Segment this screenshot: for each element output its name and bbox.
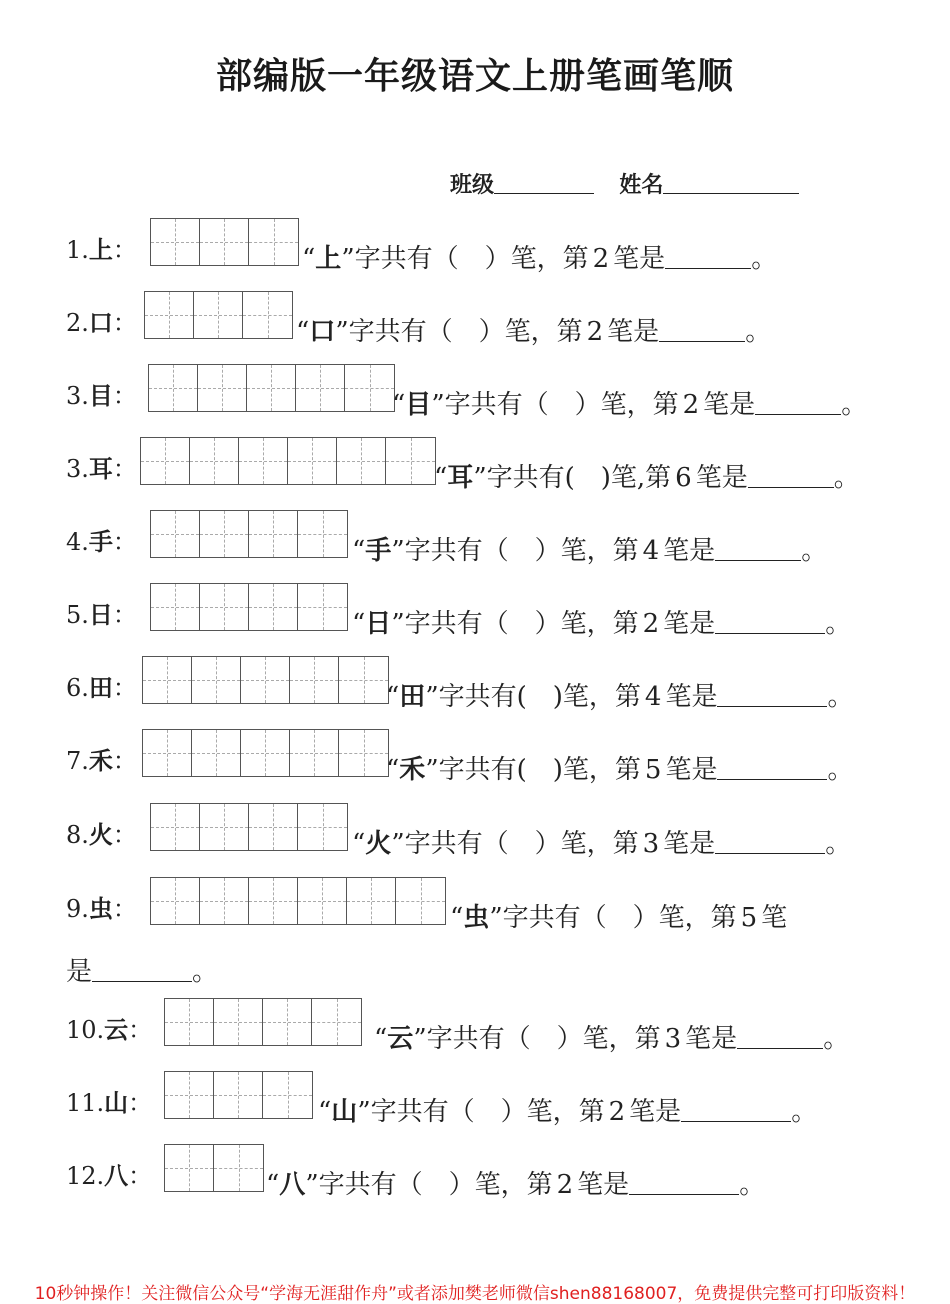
stroke-count-prompt: 字共有（ ）笔，第 (318, 1170, 553, 1200)
grid-cell[interactable] (165, 1145, 214, 1191)
close-quote: ” (431, 390, 445, 420)
class-label: 班级 (450, 172, 495, 198)
stroke-index: 4 (644, 682, 662, 712)
grid-cell[interactable] (298, 511, 347, 557)
question-text (266, 1164, 765, 1201)
period: 。 (827, 682, 854, 712)
close-quote: ” (473, 463, 487, 493)
quoted-char: 口 (309, 317, 336, 347)
grid-cell[interactable] (312, 999, 361, 1045)
grid-cell[interactable] (141, 438, 190, 484)
open-quote: “ (392, 390, 406, 420)
grid-cell[interactable] (151, 804, 200, 850)
grid-cell[interactable] (143, 730, 192, 776)
stroke-count-prompt: 字共有（ ）笔，第 (404, 829, 639, 859)
stroke-count-prompt: 字共有( )笔，第 (438, 682, 641, 712)
item-number: 2. (66, 309, 89, 337)
grid-cell[interactable] (192, 657, 241, 703)
stroke-index: 2 (642, 609, 660, 639)
answer-blank[interactable] (755, 390, 841, 415)
item-label (66, 303, 137, 338)
grid-cell[interactable] (263, 1072, 312, 1118)
grid-cell[interactable] (151, 878, 200, 924)
item-number: 10. (66, 1016, 105, 1044)
writing-grid (164, 998, 362, 1046)
period: 。 (739, 1170, 766, 1200)
grid-cell[interactable] (200, 219, 249, 265)
item-char: 禾 (88, 746, 113, 775)
item-label (66, 1156, 152, 1191)
grid-cell[interactable] (143, 657, 192, 703)
item-label (66, 449, 137, 484)
stroke-index: 2 (556, 1170, 574, 1200)
grid-cell[interactable] (241, 730, 290, 776)
stroke-index: 2 (682, 390, 700, 420)
item-char: 虫 (88, 894, 113, 923)
stroke-prompt-end: 笔 (761, 903, 788, 933)
stroke-index: 5 (740, 903, 758, 933)
grid-cell[interactable] (290, 657, 339, 703)
period: 。 (841, 390, 868, 420)
close-quote: ” (357, 1097, 371, 1127)
name-label: 姓名 (619, 172, 664, 198)
grid-cell[interactable] (337, 438, 386, 484)
item-colon: ： (112, 382, 137, 410)
item-char: 目 (88, 381, 113, 410)
period: 。 (833, 463, 860, 493)
close-quote: ” (335, 317, 349, 347)
quoted-char: 日 (365, 609, 392, 639)
item-colon: ： (128, 1016, 153, 1044)
item-char: 八 (104, 1161, 129, 1190)
item-colon: ： (112, 528, 137, 556)
item-number: 9. (66, 895, 89, 923)
grid-cell[interactable] (151, 511, 200, 557)
question-text (352, 603, 851, 640)
item-number: 8. (66, 821, 89, 849)
open-quote: “ (352, 609, 366, 639)
item-colon: ： (128, 1089, 153, 1117)
item-colon: ： (128, 1162, 153, 1190)
name-blank[interactable] (663, 171, 799, 194)
open-quote: “ (434, 463, 448, 493)
stroke-index: 2 (586, 317, 604, 347)
continuation-text: 是 (66, 957, 93, 987)
stroke-prompt-end: 笔是 (685, 1024, 738, 1054)
item-label (66, 230, 137, 265)
grid-cell[interactable] (151, 219, 200, 265)
item-number: 1. (66, 236, 89, 264)
stroke-count-prompt: 字共有( )笔,第 (486, 463, 672, 493)
answer-blank[interactable] (717, 682, 827, 707)
answer-blank[interactable] (715, 609, 825, 634)
grid-cell[interactable] (165, 999, 214, 1045)
close-quote: ” (391, 536, 405, 566)
writing-grid (150, 218, 299, 266)
item-colon: ： (112, 601, 137, 629)
question-text (302, 238, 777, 275)
grid-cell[interactable] (249, 219, 298, 265)
writing-grid (150, 510, 348, 558)
grid-cell[interactable] (145, 292, 194, 338)
writing-grid (150, 803, 348, 851)
writing-grid (142, 656, 389, 704)
item-colon: ： (112, 674, 137, 702)
stroke-prompt-end: 笔是 (577, 1170, 630, 1200)
period: 。 (751, 244, 778, 274)
grid-cell[interactable] (339, 730, 388, 776)
grid-cell[interactable] (214, 999, 263, 1045)
grid-cell[interactable] (214, 1145, 263, 1191)
question-text (352, 823, 851, 860)
item-label (66, 1083, 152, 1118)
stroke-index: 2 (608, 1097, 626, 1127)
item-number: 3. (66, 382, 89, 410)
stroke-prompt-end: 笔是 (663, 829, 716, 859)
open-quote: “ (386, 682, 400, 712)
period: 。 (801, 536, 828, 566)
quoted-char: 耳 (447, 463, 474, 493)
grid-cell[interactable] (386, 438, 435, 484)
stroke-index: 2 (592, 244, 610, 274)
writing-grid (148, 364, 395, 412)
item-char: 手 (88, 527, 113, 556)
quoted-char: 禾 (399, 755, 426, 785)
grid-cell[interactable] (249, 804, 298, 850)
item-number: 6. (66, 674, 89, 702)
item-label (66, 376, 137, 411)
grid-cell[interactable] (239, 438, 288, 484)
stroke-index: 6 (675, 463, 692, 493)
stroke-prompt-end: 笔是 (665, 755, 718, 785)
item-label (66, 668, 137, 703)
open-quote: “ (450, 903, 464, 933)
writing-grid (140, 437, 436, 485)
period: 。 (825, 609, 852, 639)
item-colon: ： (112, 747, 137, 775)
answer-blank[interactable] (629, 1170, 739, 1195)
grid-cell[interactable] (243, 292, 292, 338)
page-title: 部编版一年级语文上册笔画笔顺 (215, 55, 734, 97)
class-name-header (450, 168, 799, 199)
close-quote: ” (305, 1170, 319, 1200)
item-char: 上 (88, 235, 113, 264)
quoted-char: 手 (365, 536, 392, 566)
close-quote: ” (341, 244, 355, 274)
grid-cell[interactable] (249, 584, 298, 630)
item-colon: ： (112, 309, 137, 337)
item-number: 12. (66, 1162, 105, 1190)
stroke-prompt-end: 笔是 (607, 317, 660, 347)
grid-cell[interactable] (192, 730, 241, 776)
open-quote: “ (266, 1170, 280, 1200)
open-quote: “ (318, 1097, 332, 1127)
writing-grid (164, 1071, 313, 1119)
grid-cell[interactable] (194, 292, 243, 338)
stroke-index: 3 (642, 829, 660, 859)
period: 。 (827, 755, 854, 785)
period: 。 (825, 829, 852, 859)
stroke-count-prompt: 字共有（ ）笔，第 (404, 609, 639, 639)
quoted-char: 云 (387, 1024, 414, 1054)
stroke-count-prompt: 字共有（ ）笔，第 (502, 903, 737, 933)
stroke-prompt-end: 笔是 (665, 682, 718, 712)
open-quote: “ (386, 755, 400, 785)
question-text (318, 1091, 817, 1128)
question-text (392, 384, 867, 421)
grid-cell[interactable] (149, 365, 198, 411)
item-label (66, 595, 137, 630)
item-number: 11. (66, 1089, 105, 1117)
answer-blank[interactable] (737, 1024, 823, 1049)
close-quote: ” (413, 1024, 427, 1054)
open-quote: “ (352, 829, 366, 859)
grid-cell[interactable] (263, 999, 312, 1045)
writing-grid (150, 583, 348, 631)
item-number: 7. (66, 747, 89, 775)
answer-blank[interactable] (717, 755, 827, 780)
grid-cell[interactable] (249, 511, 298, 557)
stroke-prompt-end: 笔是 (663, 609, 716, 639)
question-text (434, 457, 860, 494)
answer-blank[interactable] (681, 1097, 791, 1122)
stroke-prompt-end: 笔是 (695, 463, 748, 493)
item-char: 火 (88, 820, 113, 849)
answer-blank[interactable] (92, 957, 192, 982)
open-quote: “ (296, 317, 310, 347)
question-text (450, 897, 787, 934)
grid-cell[interactable] (151, 584, 200, 630)
item-colon: ： (112, 895, 137, 923)
quoted-char: 上 (315, 244, 342, 274)
item-char: 田 (88, 673, 113, 702)
writing-grid (142, 729, 389, 777)
writing-grid (150, 877, 446, 925)
stroke-count-prompt: 字共有（ ）笔，第 (370, 1097, 605, 1127)
close-quote: ” (425, 755, 439, 785)
answer-blank[interactable] (748, 463, 834, 488)
grid-cell[interactable] (200, 804, 249, 850)
stroke-count-prompt: 字共有（ ）笔，第 (426, 1024, 661, 1054)
open-quote: “ (352, 536, 366, 566)
quoted-char: 山 (331, 1097, 358, 1127)
grid-cell[interactable] (165, 1072, 214, 1118)
question-text (386, 749, 853, 786)
item-label (66, 1010, 152, 1045)
grid-cell[interactable] (347, 878, 396, 924)
grid-cell[interactable] (247, 365, 296, 411)
item-char: 日 (88, 600, 113, 629)
item-number: 5. (66, 601, 89, 629)
question-text (296, 311, 771, 348)
grid-cell[interactable] (288, 438, 337, 484)
grid-cell[interactable] (198, 365, 247, 411)
grid-cell[interactable] (241, 657, 290, 703)
stroke-count-prompt: 字共有（ ）笔，第 (404, 536, 639, 566)
item-label (66, 815, 137, 850)
question-text (386, 676, 853, 713)
footer-notice: 10秒钟操作！关注微信公众号“学海无涯甜作舟”或者添加樊老师微信shen88168007，免费提供完整可打印版资料！ (34, 1284, 916, 1304)
stroke-prompt-end: 笔是 (663, 536, 716, 566)
question-text (374, 1018, 849, 1055)
grid-cell[interactable] (214, 1072, 263, 1118)
writing-grid (144, 291, 293, 339)
open-quote: “ (302, 244, 316, 274)
grid-cell[interactable] (200, 584, 249, 630)
grid-cell[interactable] (249, 878, 298, 924)
open-quote: “ (374, 1024, 388, 1054)
item-label (66, 522, 137, 557)
grid-cell[interactable] (339, 657, 388, 703)
stroke-count-prompt: 字共有（ ）笔，第 (348, 317, 583, 347)
stroke-count-prompt: 字共有（ ）笔，第 (354, 244, 589, 274)
stroke-prompt-end: 笔是 (703, 390, 756, 420)
item-char: 口 (88, 308, 113, 337)
stroke-index: 3 (664, 1024, 682, 1054)
item-char: 云 (104, 1015, 129, 1044)
question-continuation (66, 951, 218, 988)
grid-cell[interactable] (200, 511, 249, 557)
stroke-count-prompt: 字共有( )笔，第 (438, 755, 641, 785)
close-quote: ” (425, 682, 439, 712)
period: 。 (192, 957, 219, 987)
grid-cell[interactable] (396, 878, 445, 924)
quoted-char: 田 (399, 682, 426, 712)
close-quote: ” (391, 829, 405, 859)
item-number: 3. (66, 455, 89, 483)
grid-cell[interactable] (345, 365, 394, 411)
stroke-count-prompt: 字共有（ ）笔，第 (444, 390, 679, 420)
answer-blank[interactable] (715, 536, 801, 561)
class-blank[interactable] (494, 171, 594, 194)
quoted-char: 火 (365, 829, 392, 859)
item-number: 4. (66, 528, 89, 556)
grid-cell[interactable] (200, 878, 249, 924)
period: 。 (791, 1097, 818, 1127)
writing-grid (164, 1144, 264, 1192)
stroke-prompt-end: 笔是 (629, 1097, 682, 1127)
stroke-index: 4 (642, 536, 660, 566)
item-colon: ： (112, 236, 137, 264)
answer-blank[interactable] (659, 317, 745, 342)
grid-cell[interactable] (298, 584, 347, 630)
grid-cell[interactable] (298, 804, 347, 850)
item-colon: ： (112, 821, 137, 849)
answer-blank[interactable] (665, 244, 751, 269)
grid-cell[interactable] (296, 365, 345, 411)
quoted-char: 虫 (463, 903, 490, 933)
close-quote: ” (391, 609, 405, 639)
quoted-char: 目 (405, 390, 432, 420)
answer-blank[interactable] (715, 829, 825, 854)
period: 。 (823, 1024, 850, 1054)
stroke-prompt-end: 笔是 (613, 244, 666, 274)
question-text (352, 530, 827, 567)
period: 。 (745, 317, 772, 347)
grid-cell[interactable] (298, 878, 347, 924)
quoted-char: 八 (279, 1170, 306, 1200)
item-label (66, 889, 137, 924)
item-char: 山 (104, 1088, 129, 1117)
item-char: 耳 (88, 454, 113, 483)
item-label (66, 741, 137, 776)
stroke-index: 5 (644, 755, 662, 785)
grid-cell[interactable] (290, 730, 339, 776)
grid-cell[interactable] (190, 438, 239, 484)
item-colon: ： (112, 455, 137, 483)
close-quote: ” (489, 903, 503, 933)
